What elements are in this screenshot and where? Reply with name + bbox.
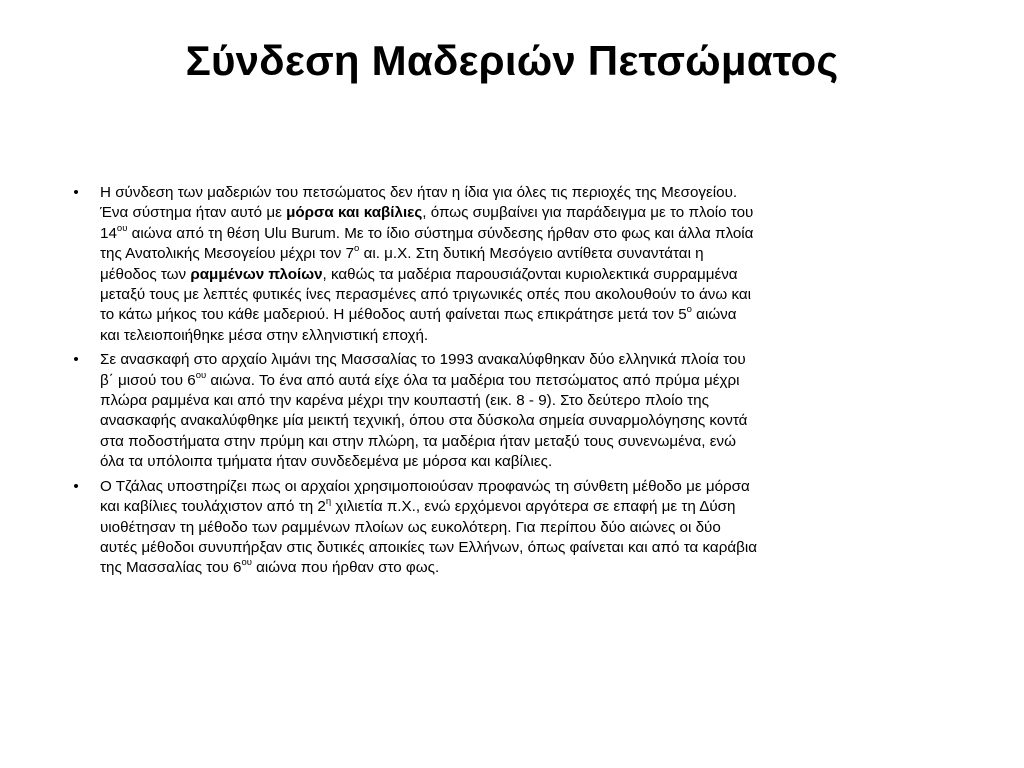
ordinal-superscript: ου [195, 369, 207, 381]
text-run: στα ποδοστήματα στην πρύμη και στην πλώρη, τα μαδέρια ήταν μεταξύ τους συνενωμένα, ενώ [100, 432, 736, 450]
bullet-text [100, 350, 970, 472]
text-run: αιώνα από τη θέση Ulu Burum. Με το ίδιο σύστημα σύνδεσης ήρθαν στο φως και άλλα πλοία [127, 224, 754, 242]
text-run: αυτές μέθοδοι συνυπήρξαν στις δυτικές αποικίες των Ελλήνων, όπως φαίνεται και από τα καράβια [100, 538, 758, 556]
text-run: το κάτω μήκος του κάθε μαδεριού. Η μέθοδος αυτή φαίνεται πως επικράτησε μετά τον 5 [100, 306, 687, 324]
text-line [100, 558, 970, 578]
bullet-item [70, 183, 970, 346]
ordinal-superscript: η [325, 496, 332, 508]
text-run: και καβίλιες τουλάχιστον από τη 2 [100, 498, 326, 516]
text-run: , όπως συμβαίνει για παράδειγμα με το πλοίο του [422, 204, 754, 222]
text-line [100, 350, 970, 370]
text-line [100, 371, 970, 391]
text-line [100, 432, 970, 452]
bullet-item [70, 350, 970, 472]
slide-title: Σύνδεση Μαδεριών Πετσώματος [185, 37, 839, 84]
text-run: Ο Τζάλας υποστηρίζει πως οι αρχαίοι χρησιμοποιούσαν προφανώς τη σύνθετη μέθοδο με μόρσα [100, 477, 750, 495]
bullet-item [70, 477, 970, 579]
text-run: όλα τα υπόλοιπα τμήματα ήταν συνδεδεμένα με μόρσα και καβίλιες. [100, 453, 553, 471]
text-line [100, 538, 970, 558]
text-run: χιλιετία π.Χ., ενώ ερχόμενοι αργότερα σε επαφή με τη Δύση [331, 498, 736, 516]
bullet-text [100, 183, 970, 346]
text-line [100, 265, 970, 285]
text-line [100, 391, 970, 411]
ordinal-superscript: ο [686, 304, 692, 316]
text-line [100, 183, 970, 203]
text-line [100, 452, 970, 472]
text-run: Η σύνδεση των μαδεριών του πετσώματος δεν ήταν η ίδια για όλες τις περιοχές της Μεσογείου. [100, 184, 738, 201]
bullet-list [70, 183, 970, 583]
ordinal-superscript: ου [241, 557, 252, 569]
text-line [100, 203, 970, 223]
text-line [100, 326, 970, 346]
text-run: Σε ανασκαφή στο αρχαίο λιμάνι της Μασσαλίας το 1993 ανακαλύφθηκαν δύο ελληνικά πλοία του [100, 351, 746, 369]
ordinal-superscript: ου [116, 222, 128, 234]
bullet-text [100, 477, 970, 579]
text-line [100, 411, 970, 431]
text-line [100, 497, 970, 517]
text-run: αιώνα [691, 306, 737, 324]
bold-term: μόρσα και καβίλιες [286, 204, 423, 222]
text-run: αιώνα που ήρθαν στο φως. [251, 559, 440, 577]
text-line [100, 224, 970, 244]
text-run: πλώρα ραμμένα και από την καρένα μέχρι την κουπαστή (εικ. 8 - 9). Στο δεύτερο πλοίο της [100, 392, 709, 410]
bullet-marker: • [73, 351, 79, 369]
text-run: της Ανατολικής Μεσογείου μέχρι τον 7 [100, 245, 355, 263]
text-run: της Μασσαλίας του 6 [100, 559, 242, 577]
text-run: ανασκαφής ανακαλύφθηκε μία μεικτή τεχνική, όπου στα δύσκολα σημεία συναρμολόγησης κοντά [100, 412, 748, 430]
text-line [100, 518, 970, 538]
ordinal-superscript: ο [354, 243, 360, 255]
text-run: β΄ μισού του 6 [100, 371, 196, 389]
text-run: υιοθέτησαν τη μέθοδο των ραμμένων πλοίων ως ευκολότερη. Για περίπου δύο αιώνες οι δύο [100, 518, 721, 536]
text-run: αιώνα. Το ένα από αυτά είχε όλα τα μαδέρια του πετσώματος από πρύμα μέχρι [206, 371, 740, 389]
text-run: και τελειοποιήθηκε μέσα στην ελληνιστική εποχή. [100, 326, 429, 344]
text-run: μέθοδος των [100, 265, 191, 283]
text-line [100, 244, 970, 264]
text-run: Ένα σύστημα ήταν αυτό με [100, 204, 287, 222]
bold-term: ραμμένων πλοίων [190, 265, 323, 283]
text-line [100, 477, 970, 497]
text-line [100, 305, 970, 325]
text-run: , καθώς τα μαδέρια παρουσιάζονται κυριολεκτικά συρραμμένα [322, 265, 738, 283]
text-line [100, 285, 970, 305]
bullet-marker: • [73, 184, 79, 201]
text-run: μεταξύ τους με λεπτές φυτικές ίνες περασμένες από τριγωνικές οπές που ακολουθούν το άνω και [100, 286, 752, 304]
bullet-marker: • [73, 477, 79, 495]
text-run: αι. μ.Χ. Στη δυτική Μεσόγειο αντίθετα συναντάται η [359, 245, 704, 263]
text-run: 14 [100, 224, 117, 242]
